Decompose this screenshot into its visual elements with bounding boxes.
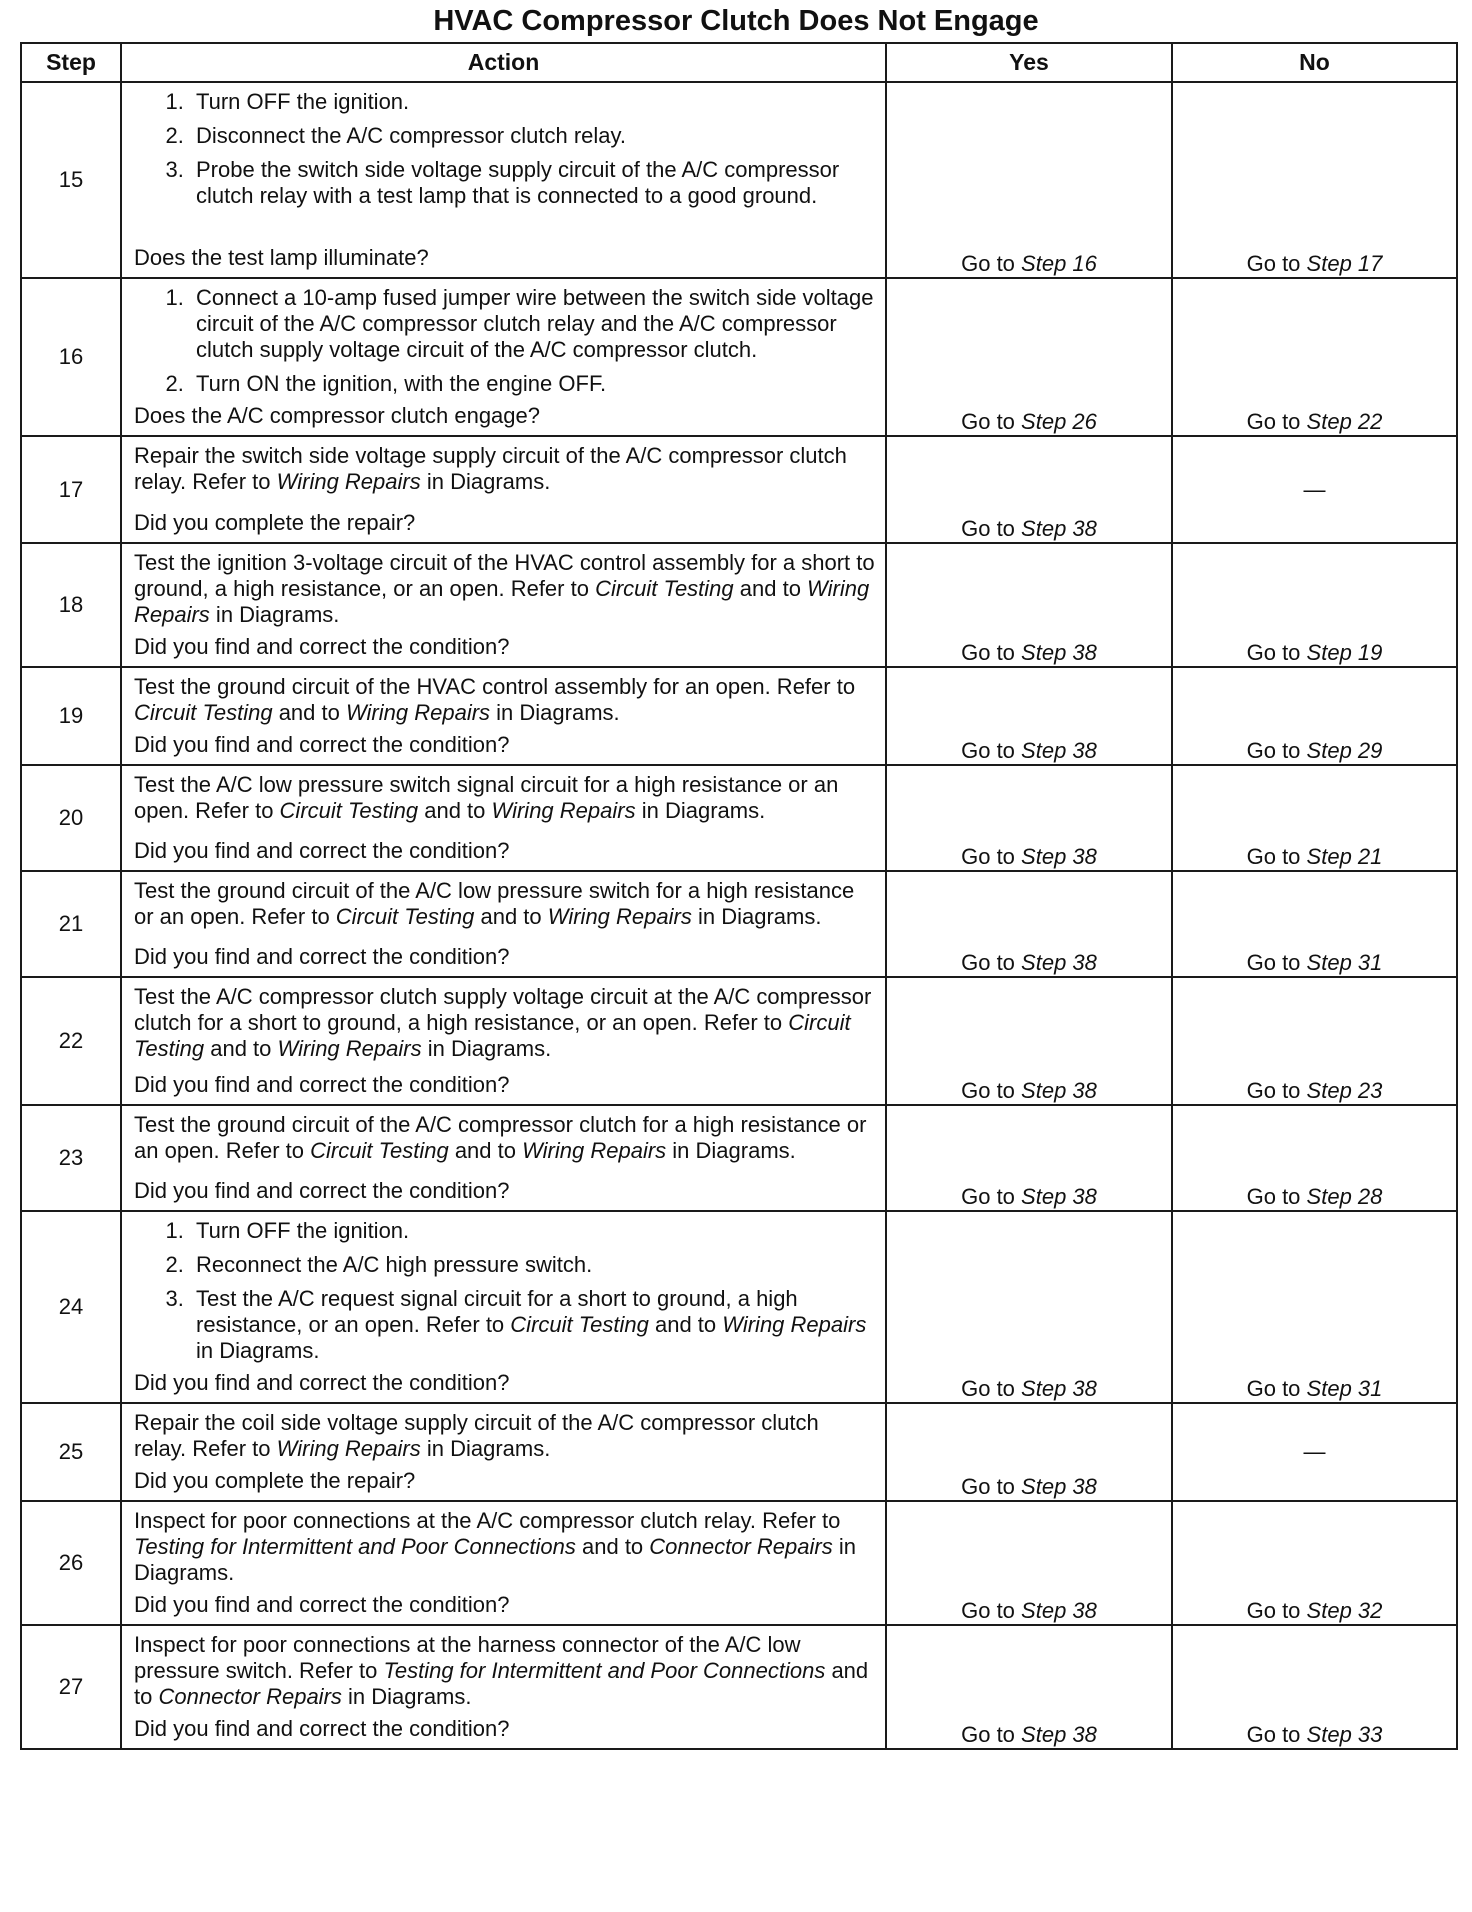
action-text	[134, 1508, 877, 1586]
step-number: 17	[21, 436, 121, 543]
action-question: Did you find and correct the condition?	[134, 1370, 510, 1395]
step-number: 27	[21, 1625, 121, 1749]
go-to-step-29: Step 29	[1306, 738, 1383, 763]
action-step-item	[190, 123, 877, 149]
action-question: Did you find and correct the condition?	[134, 1072, 510, 1097]
text-run: in Diagrams.	[196, 1338, 320, 1363]
go-to-label: Go to	[1246, 950, 1301, 975]
yes-cell	[886, 765, 1172, 871]
reference-link-text: Connector Repairs	[158, 1684, 342, 1709]
text-run: and to	[474, 904, 548, 929]
page-title: HVAC Compressor Clutch Does Not Engage	[433, 5, 1039, 37]
text-run: Test the ground circuit of the A/C low pressure switch for a high resistance or an open. Refer to	[134, 878, 855, 929]
table-row	[21, 667, 1457, 765]
go-to-label: Go to	[1246, 1184, 1301, 1209]
go-to-step-23: Step 23	[1306, 1078, 1383, 1103]
action-step-item	[190, 1252, 877, 1278]
text-run: Disconnect the A/C compressor clutch relay.	[196, 123, 626, 148]
table-row	[21, 765, 1457, 871]
text-run: Test the ignition 3-voltage circuit of the HVAC control assembly for a short to ground, a high resistance, or an open. Refer to	[134, 550, 875, 601]
action-content	[122, 1106, 885, 1210]
action-cell	[121, 765, 886, 871]
action-question: Does the test lamp illuminate?	[134, 245, 429, 270]
go-to-label: Go to	[1246, 1598, 1301, 1623]
action-content	[122, 668, 885, 764]
header-step: Step	[21, 43, 121, 82]
action-step-item	[190, 157, 877, 209]
action-step-item	[190, 371, 877, 397]
yes-cell	[886, 667, 1172, 765]
go-to-step-28: Step 28	[1306, 1184, 1383, 1209]
action-question: Did you find and correct the condition?	[134, 634, 510, 659]
action-cell	[121, 667, 886, 765]
action-text	[134, 285, 877, 397]
table-row	[21, 436, 1457, 543]
text-run: in Diagrams.	[635, 798, 766, 823]
action-cell	[121, 1211, 886, 1403]
go-to-step-19: Step 19	[1306, 640, 1383, 665]
action-content	[122, 279, 885, 435]
action-question: Did you find and correct the condition?	[134, 1716, 510, 1741]
text-run: Turn ON the ignition, with the engine OFF.	[196, 371, 607, 396]
go-to-label: Go to	[1246, 251, 1301, 276]
reference-link-text: Circuit Testing	[510, 1312, 649, 1337]
action-cell	[121, 82, 886, 278]
go-to-step-31: Step 31	[1306, 1376, 1383, 1401]
no-action-dash: —	[1303, 476, 1326, 502]
action-question: Did you find and correct the condition?	[134, 838, 510, 863]
yes-cell	[886, 1501, 1172, 1625]
reference-link-text: Circuit Testing	[134, 1010, 851, 1061]
action-text	[134, 1112, 877, 1172]
yes-cell	[886, 82, 1172, 278]
go-to-step-32: Step 32	[1306, 1598, 1383, 1623]
go-to-step-38: Step 38	[1021, 738, 1097, 763]
go-to-label: Go to	[961, 1722, 1015, 1747]
no-cell	[1172, 667, 1457, 765]
text-run: Probe the switch side voltage supply circuit of the A/C compressor clutch relay with a test lamp that is connected to a good ground.	[196, 157, 840, 208]
step-number: 18	[21, 543, 121, 667]
no-cell	[1172, 278, 1457, 436]
no-cell	[1172, 977, 1457, 1105]
no-cell	[1172, 543, 1457, 667]
step-number: 16	[21, 278, 121, 436]
no-cell	[1172, 436, 1457, 543]
yes-cell	[886, 1211, 1172, 1403]
action-text	[134, 674, 877, 726]
table-row	[21, 1501, 1457, 1625]
action-text	[134, 772, 877, 832]
yes-cell	[886, 871, 1172, 977]
action-cell	[121, 278, 886, 436]
action-cell	[121, 1501, 886, 1625]
text-run: Test the ground circuit of the A/C compressor clutch for a high resistance or an open. Refer to	[134, 1112, 867, 1163]
go-to-step-31: Step 31	[1306, 950, 1383, 975]
action-text	[134, 984, 877, 1066]
reference-link-text: Wiring Repairs	[276, 1436, 421, 1461]
table-row	[21, 543, 1457, 667]
step-number: 22	[21, 977, 121, 1105]
go-to-step-38: Step 38	[1021, 844, 1097, 869]
action-step-item	[190, 89, 877, 115]
reference-link-text: Wiring Repairs	[277, 1036, 422, 1061]
text-run: Test the ground circuit of the HVAC control assembly for an open. Refer to	[134, 674, 856, 699]
reference-link-text: Wiring Repairs	[491, 798, 636, 823]
go-to-label: Go to	[1246, 640, 1301, 665]
table-row	[21, 278, 1457, 436]
action-steps	[134, 1218, 877, 1364]
step-number: 19	[21, 667, 121, 765]
text-run: Connect a 10-amp fused jumper wire between the switch side voltage circuit of the A/C compressor clutch relay and the A/C compressor clutch supply voltage circuit of the A/C compressor clutch.	[196, 285, 874, 362]
go-to-step-33: Step 33	[1306, 1722, 1383, 1747]
no-cell	[1172, 871, 1457, 977]
go-to-step-38: Step 38	[1021, 950, 1097, 975]
yes-cell	[886, 278, 1172, 436]
text-run: and to	[134, 1658, 869, 1709]
reference-link-text: Circuit Testing	[134, 700, 273, 725]
text-run: Test the A/C compressor clutch supply voltage circuit at the A/C compressor clutch for a short to ground, a high resistance, or an open. Refer to	[134, 984, 872, 1035]
action-question: Did you complete the repair?	[134, 1468, 416, 1493]
action-steps	[134, 285, 877, 397]
action-step-item	[190, 285, 877, 363]
go-to-label: Go to	[961, 251, 1015, 276]
reference-link-text: Circuit Testing	[335, 904, 475, 929]
step-number: 25	[21, 1403, 121, 1501]
action-content	[122, 1626, 885, 1748]
go-to-label: Go to	[961, 1184, 1015, 1209]
action-question: Did you find and correct the condition?	[134, 944, 510, 969]
text-run: and to	[418, 798, 492, 823]
go-to-label: Go to	[1246, 844, 1301, 869]
header-row	[21, 43, 1457, 82]
header-yes: Yes	[886, 43, 1172, 82]
reference-link-text: Circuit Testing	[595, 576, 734, 601]
go-to-label: Go to	[961, 950, 1015, 975]
no-action-dash: —	[1303, 1439, 1326, 1464]
action-text	[134, 1218, 877, 1364]
reference-link-text: Connector Repairs	[649, 1534, 833, 1559]
header-action: Action	[121, 43, 886, 82]
text-run: in Diagrams.	[421, 1036, 552, 1061]
action-question: Did you find and correct the condition?	[134, 1178, 510, 1203]
step-number: 26	[21, 1501, 121, 1625]
table-row	[21, 1403, 1457, 1501]
go-to-label: Go to	[961, 640, 1015, 665]
text-run: and to	[733, 576, 808, 601]
table-body	[21, 82, 1457, 1749]
text-run: Inspect for poor connections at the harness connector of the A/C low pressure switch. Refer to	[134, 1632, 801, 1683]
go-to-label: Go to	[961, 738, 1015, 763]
go-to-step-38: Step 38	[1021, 516, 1097, 541]
action-step-item	[190, 1286, 877, 1364]
reference-link-text: Circuit Testing	[310, 1138, 449, 1163]
go-to-step-38: Step 38	[1021, 1078, 1097, 1103]
go-to-step-38: Step 38	[1021, 1474, 1097, 1499]
text-run: Inspect for poor connections at the A/C compressor clutch relay. Refer to	[134, 1508, 841, 1533]
go-to-step-38: Step 38	[1021, 1598, 1097, 1623]
action-content	[122, 1404, 885, 1500]
reference-link-text: Wiring Repairs	[345, 700, 491, 725]
table-row	[21, 82, 1457, 278]
reference-link-text: Wiring Repairs	[134, 576, 870, 627]
action-steps	[134, 89, 877, 209]
action-question: Did you find and correct the condition?	[134, 1592, 510, 1617]
go-to-label: Go to	[961, 409, 1015, 434]
go-to-label: Go to	[961, 516, 1015, 541]
table-row	[21, 1625, 1457, 1749]
text-run: Test the A/C low pressure switch signal circuit for a high resistance or an open. Refer to	[134, 772, 839, 823]
reference-link-text: Wiring Repairs	[722, 1312, 867, 1337]
action-content	[122, 872, 885, 976]
action-cell	[121, 977, 886, 1105]
action-text	[134, 1632, 877, 1710]
reference-link-text: Circuit Testing	[279, 798, 419, 823]
action-text	[134, 550, 877, 628]
step-number: 21	[21, 871, 121, 977]
go-to-label: Go to	[1246, 738, 1301, 763]
no-cell	[1172, 1501, 1457, 1625]
yes-cell	[886, 436, 1172, 543]
action-cell	[121, 1625, 886, 1749]
go-to-label: Go to	[961, 844, 1015, 869]
go-to-label: Go to	[961, 1078, 1015, 1103]
action-step-item	[190, 1218, 877, 1244]
text-run: in Diagrams.	[209, 602, 340, 627]
text-run: in Diagrams.	[490, 700, 620, 725]
text-run: Turn OFF the ignition.	[196, 89, 410, 114]
go-to-label: Go to	[1246, 1722, 1301, 1747]
text-run: in Diagrams.	[341, 1684, 472, 1709]
go-to-label: Go to	[1246, 1376, 1301, 1401]
go-to-step-16: Step 16	[1021, 251, 1097, 276]
text-run: Turn OFF the ignition.	[196, 1218, 410, 1243]
action-cell	[121, 436, 886, 543]
yes-cell	[886, 1403, 1172, 1501]
text-run: Reconnect the A/C high pressure switch.	[196, 1252, 593, 1277]
step-number: 23	[21, 1105, 121, 1211]
text-run: and to	[648, 1312, 723, 1337]
action-cell	[121, 543, 886, 667]
action-content	[122, 83, 885, 277]
action-content	[122, 544, 885, 666]
yes-cell	[886, 1625, 1172, 1749]
action-question: Does the A/C compressor clutch engage?	[134, 403, 541, 428]
table-row	[21, 1105, 1457, 1211]
go-to-step-38: Step 38	[1021, 1376, 1097, 1401]
step-number: 20	[21, 765, 121, 871]
reference-link-text: Wiring Repairs	[522, 1138, 667, 1163]
text-run: and to	[204, 1036, 278, 1061]
action-content	[122, 437, 885, 542]
action-cell	[121, 871, 886, 977]
action-content	[122, 1212, 885, 1402]
step-number: 24	[21, 1211, 121, 1403]
no-cell	[1172, 765, 1457, 871]
text-run: in Diagrams.	[420, 1436, 551, 1461]
text-run: and to	[448, 1138, 523, 1163]
yes-cell	[886, 543, 1172, 667]
go-to-step-38: Step 38	[1021, 1184, 1097, 1209]
go-to-label: Go to	[1246, 1078, 1301, 1103]
text-run: and to	[575, 1534, 650, 1559]
no-cell	[1172, 1403, 1457, 1501]
go-to-step-38: Step 38	[1021, 640, 1097, 665]
no-cell	[1172, 82, 1457, 278]
reference-link-text: Wiring Repairs	[276, 469, 421, 494]
table-row	[21, 871, 1457, 977]
reference-link-text: Testing for Intermittent and Poor Connections	[134, 1534, 576, 1559]
go-to-step-21: Step 21	[1306, 844, 1383, 869]
text-run: in Diagrams.	[420, 469, 551, 494]
action-text	[134, 878, 877, 938]
no-cell	[1172, 1211, 1457, 1403]
text-run: Repair the switch side voltage supply circuit of the A/C compressor clutch relay. Refer to	[134, 443, 847, 494]
action-content	[122, 766, 885, 870]
text-run: Repair the coil side voltage supply circuit of the A/C compressor clutch relay. Refer to	[134, 1410, 819, 1461]
go-to-step-38: Step 38	[1021, 1722, 1097, 1747]
table-row	[21, 1211, 1457, 1403]
go-to-step-22: Step 22	[1306, 409, 1383, 434]
action-text	[134, 1410, 877, 1462]
go-to-step-17: Step 17	[1306, 251, 1383, 276]
text-run: and to	[272, 700, 346, 725]
action-cell	[121, 1105, 886, 1211]
reference-link-text: Testing for Intermittent and Poor Connections	[383, 1658, 826, 1683]
header-no: No	[1172, 43, 1457, 82]
go-to-label: Go to	[961, 1598, 1015, 1623]
action-text	[134, 89, 877, 239]
go-to-label: Go to	[961, 1474, 1015, 1499]
go-to-label: Go to	[961, 1376, 1015, 1401]
action-question: Did you complete the repair?	[134, 510, 416, 535]
action-content	[122, 978, 885, 1104]
yes-cell	[886, 977, 1172, 1105]
no-cell	[1172, 1105, 1457, 1211]
no-cell	[1172, 1625, 1457, 1749]
action-cell	[121, 1403, 886, 1501]
go-to-label: Go to	[1246, 409, 1301, 434]
yes-cell	[886, 1105, 1172, 1211]
diagnostic-table	[20, 42, 1458, 1750]
go-to-step-26: Step 26	[1021, 409, 1097, 434]
action-question: Did you find and correct the condition?	[134, 732, 510, 757]
text-run: in Diagrams.	[134, 1534, 856, 1585]
reference-link-text: Wiring Repairs	[547, 904, 692, 929]
action-content	[122, 1502, 885, 1624]
text-run: Test the A/C request signal circuit for a short to ground, a high resistance, or an open. Refer to	[196, 1286, 798, 1337]
table-row	[21, 977, 1457, 1105]
action-text	[134, 443, 877, 504]
step-number: 15	[21, 82, 121, 278]
text-run: in Diagrams.	[666, 1138, 796, 1163]
text-run: in Diagrams.	[691, 904, 822, 929]
